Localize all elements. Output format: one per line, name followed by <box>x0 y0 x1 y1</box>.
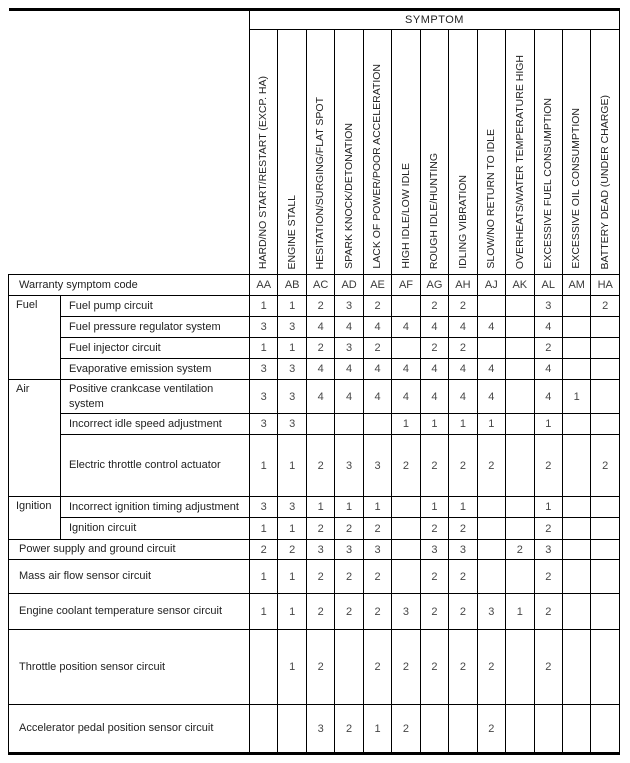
system-label: Throttle position sensor circuit <box>9 630 250 705</box>
symptom-column-header: EXCESSIVE OIL CONSUMPTION <box>570 108 583 269</box>
value-cell: 4 <box>420 359 448 380</box>
value-cell: 1 <box>534 414 562 435</box>
symptom-diagnosis-table <box>8 8 620 755</box>
value-cell: 3 <box>250 359 278 380</box>
value-cell: 3 <box>449 540 477 560</box>
symptom-column-header-cell <box>306 30 334 275</box>
warranty-symptom-code: AA <box>250 275 278 296</box>
value-cell <box>591 380 620 414</box>
value-cell <box>534 705 562 754</box>
value-cell: 2 <box>392 630 420 705</box>
value-cell: 1 <box>363 497 391 518</box>
value-cell <box>562 594 590 630</box>
value-cell: 1 <box>534 497 562 518</box>
symptom-column-header: EXCESSIVE FUEL CONSUMPTION <box>542 98 554 269</box>
value-cell: 1 <box>306 497 334 518</box>
value-cell: 3 <box>335 296 363 317</box>
value-cell <box>506 296 534 317</box>
value-cell: 2 <box>449 518 477 540</box>
symptom-column-header: SPARK KNOCK/DETONATION <box>342 123 355 269</box>
value-cell: 2 <box>363 594 391 630</box>
value-cell: 1 <box>250 338 278 359</box>
value-cell: 2 <box>449 296 477 317</box>
value-cell <box>506 380 534 414</box>
value-cell: 1 <box>335 497 363 518</box>
value-cell: 4 <box>363 359 391 380</box>
warranty-symptom-code: AF <box>392 275 420 296</box>
value-cell <box>420 705 448 754</box>
value-cell: 2 <box>363 560 391 594</box>
symptom-column-header-cell <box>449 30 477 275</box>
value-cell: 2 <box>306 560 334 594</box>
system-label: Power supply and ground circuit <box>9 540 250 560</box>
value-cell: 1 <box>250 518 278 540</box>
value-cell <box>477 518 505 540</box>
symptom-column-header: HESITATION/SURGING/FLAT SPOT <box>314 96 327 269</box>
value-cell: 1 <box>420 497 448 518</box>
value-cell <box>477 497 505 518</box>
value-cell: 3 <box>534 540 562 560</box>
value-cell: 3 <box>250 317 278 338</box>
value-cell: 3 <box>392 594 420 630</box>
value-cell: 3 <box>278 380 306 414</box>
value-cell <box>591 359 620 380</box>
value-cell <box>392 497 420 518</box>
value-cell: 4 <box>449 380 477 414</box>
value-cell: 2 <box>363 518 391 540</box>
value-cell <box>278 705 306 754</box>
warranty-symptom-code: AK <box>506 275 534 296</box>
system-label: Fuel injector circuit <box>61 338 250 359</box>
value-cell: 3 <box>250 497 278 518</box>
value-cell: 1 <box>477 414 505 435</box>
value-cell <box>506 317 534 338</box>
value-cell: 2 <box>306 296 334 317</box>
value-cell <box>562 540 590 560</box>
value-cell: 3 <box>278 414 306 435</box>
value-cell <box>506 435 534 497</box>
value-cell: 1 <box>449 414 477 435</box>
value-cell <box>506 414 534 435</box>
value-cell: 2 <box>306 435 334 497</box>
value-cell: 4 <box>449 359 477 380</box>
value-cell: 2 <box>335 705 363 754</box>
value-cell: 1 <box>250 435 278 497</box>
value-cell: 4 <box>392 317 420 338</box>
value-cell <box>591 414 620 435</box>
value-cell <box>506 705 534 754</box>
symptom-column-header-cell <box>250 30 278 275</box>
value-cell <box>477 540 505 560</box>
value-cell: 2 <box>591 296 620 317</box>
value-cell <box>506 630 534 705</box>
value-cell <box>250 630 278 705</box>
value-cell <box>562 414 590 435</box>
symptom-column-header-cell <box>534 30 562 275</box>
value-cell: 2 <box>420 560 448 594</box>
warranty-symptom-code: AM <box>562 275 590 296</box>
warranty-symptom-code: HA <box>591 275 620 296</box>
value-cell: 2 <box>363 630 391 705</box>
value-cell <box>562 296 590 317</box>
system-label: Evaporative emission system <box>61 359 250 380</box>
system-label: Accelerator pedal position sensor circuit <box>9 705 250 754</box>
system-label: Electric throttle control actuator <box>61 435 250 497</box>
value-cell: 4 <box>306 359 334 380</box>
value-cell: 3 <box>420 540 448 560</box>
value-cell: 4 <box>534 359 562 380</box>
value-cell: 3 <box>477 594 505 630</box>
value-cell <box>506 518 534 540</box>
value-cell: 3 <box>250 380 278 414</box>
value-cell: 4 <box>420 380 448 414</box>
value-cell <box>363 414 391 435</box>
value-cell: 4 <box>420 317 448 338</box>
system-label: Mass air flow sensor circuit <box>9 560 250 594</box>
value-cell: 1 <box>250 560 278 594</box>
value-cell: 4 <box>534 380 562 414</box>
value-cell: 2 <box>534 435 562 497</box>
value-cell <box>591 560 620 594</box>
symptom-table-body <box>9 10 620 754</box>
value-cell <box>562 317 590 338</box>
value-cell: 2 <box>420 630 448 705</box>
value-cell <box>591 518 620 540</box>
value-cell <box>392 338 420 359</box>
symptom-header-cell: SYMPTOM <box>250 10 620 30</box>
symptom-column-header-cell <box>477 30 505 275</box>
symptom-column-header: HARD/NO START/RESTART (EXCP. HA) <box>257 75 270 269</box>
value-cell: 1 <box>449 497 477 518</box>
value-cell: 4 <box>392 359 420 380</box>
value-cell: 4 <box>534 317 562 338</box>
table-corner-blank <box>9 10 250 30</box>
symptom-column-header-cell <box>392 30 420 275</box>
value-cell: 4 <box>477 359 505 380</box>
symptom-column-header: LACK OF POWER/POOR ACCELERATION <box>371 64 384 269</box>
value-cell: 2 <box>534 518 562 540</box>
symptom-column-header: ENGINE STALL <box>285 194 298 269</box>
warranty-symptom-code: AH <box>449 275 477 296</box>
value-cell: 1 <box>506 594 534 630</box>
value-cell: 1 <box>278 518 306 540</box>
value-cell <box>392 296 420 317</box>
value-cell <box>392 560 420 594</box>
value-cell: 2 <box>534 338 562 359</box>
value-cell <box>591 317 620 338</box>
system-label: Positive crankcase ventilation system <box>61 380 250 414</box>
warranty-symptom-code: AE <box>363 275 391 296</box>
symptom-column-header: IDLING VIBRATION <box>456 175 469 269</box>
value-cell <box>306 414 334 435</box>
value-cell: 4 <box>477 317 505 338</box>
symptom-column-header-cell <box>420 30 448 275</box>
value-cell <box>591 338 620 359</box>
warranty-symptom-code: AL <box>534 275 562 296</box>
value-cell: 1 <box>278 594 306 630</box>
value-cell: 1 <box>278 560 306 594</box>
value-cell: 3 <box>250 414 278 435</box>
value-cell: 2 <box>449 338 477 359</box>
value-cell: 3 <box>335 338 363 359</box>
value-cell: 1 <box>278 296 306 317</box>
symptom-column-header: HIGH IDLE/LOW IDLE <box>399 163 412 269</box>
value-cell <box>477 296 505 317</box>
symptom-column-header: SLOW/NO RETURN TO IDLE <box>485 129 498 269</box>
value-cell: 4 <box>335 359 363 380</box>
value-cell: 2 <box>449 560 477 594</box>
value-cell: 3 <box>335 435 363 497</box>
value-cell: 2 <box>449 594 477 630</box>
value-cell <box>591 705 620 754</box>
value-cell: 4 <box>392 380 420 414</box>
value-cell: 4 <box>306 380 334 414</box>
value-cell: 3 <box>306 540 334 560</box>
value-cell: 3 <box>278 359 306 380</box>
value-cell: 1 <box>250 594 278 630</box>
value-cell: 2 <box>420 594 448 630</box>
symptom-column-header-cell <box>562 30 590 275</box>
value-cell: 2 <box>306 338 334 359</box>
value-cell: 4 <box>363 317 391 338</box>
value-cell <box>562 497 590 518</box>
value-cell: 1 <box>562 380 590 414</box>
value-cell: 2 <box>306 630 334 705</box>
value-cell <box>477 338 505 359</box>
value-cell <box>449 705 477 754</box>
warranty-row-label: Warranty symptom code <box>9 275 250 296</box>
value-cell <box>562 338 590 359</box>
value-cell: 1 <box>278 435 306 497</box>
value-cell: 2 <box>363 338 391 359</box>
value-cell: 2 <box>449 435 477 497</box>
value-cell: 1 <box>392 414 420 435</box>
value-cell: 3 <box>335 540 363 560</box>
symptom-column-header-cell <box>335 30 363 275</box>
value-cell: 2 <box>363 296 391 317</box>
value-cell: 1 <box>278 630 306 705</box>
value-cell: 2 <box>449 630 477 705</box>
warranty-symptom-code: AD <box>335 275 363 296</box>
warranty-symptom-code: AG <box>420 275 448 296</box>
value-cell <box>591 594 620 630</box>
value-cell <box>506 560 534 594</box>
symptom-column-header-cell <box>278 30 306 275</box>
value-cell: 2 <box>306 518 334 540</box>
system-group-label: Ignition <box>9 497 61 540</box>
value-cell <box>562 560 590 594</box>
value-cell <box>591 540 620 560</box>
value-cell: 1 <box>420 414 448 435</box>
value-cell <box>250 705 278 754</box>
system-label: Incorrect idle speed adjustment <box>61 414 250 435</box>
value-cell: 2 <box>420 518 448 540</box>
value-cell: 2 <box>477 630 505 705</box>
warranty-symptom-code: AJ <box>477 275 505 296</box>
value-cell: 2 <box>335 560 363 594</box>
value-cell: 2 <box>420 338 448 359</box>
value-cell: 2 <box>420 435 448 497</box>
value-cell <box>506 338 534 359</box>
value-cell <box>591 497 620 518</box>
symptom-column-header-cell <box>363 30 391 275</box>
system-label: Incorrect ignition timing adjustment <box>61 497 250 518</box>
system-label: Fuel pump circuit <box>61 296 250 317</box>
symptom-column-header: BATTERY DEAD (UNDER CHARGE) <box>598 94 611 269</box>
value-cell <box>335 630 363 705</box>
value-cell: 2 <box>591 435 620 497</box>
value-cell: 2 <box>534 594 562 630</box>
system-label: Fuel pressure regulator system <box>61 317 250 338</box>
system-label: Ignition circuit <box>61 518 250 540</box>
value-cell <box>562 705 590 754</box>
value-cell <box>392 518 420 540</box>
table-corner-blank <box>9 30 250 275</box>
value-cell: 4 <box>335 317 363 338</box>
value-cell <box>506 497 534 518</box>
value-cell: 1 <box>278 338 306 359</box>
value-cell: 3 <box>306 705 334 754</box>
value-cell: 2 <box>392 705 420 754</box>
system-label: Engine coolant temperature sensor circuit <box>9 594 250 630</box>
value-cell: 2 <box>420 296 448 317</box>
value-cell <box>562 435 590 497</box>
value-cell: 2 <box>506 540 534 560</box>
symptom-column-header: ROUGH IDLE/HUNTING <box>428 152 441 269</box>
value-cell <box>562 518 590 540</box>
value-cell: 2 <box>392 435 420 497</box>
value-cell: 2 <box>306 594 334 630</box>
value-cell <box>562 630 590 705</box>
value-cell: 4 <box>335 380 363 414</box>
value-cell: 4 <box>477 380 505 414</box>
value-cell <box>506 359 534 380</box>
value-cell: 3 <box>363 540 391 560</box>
system-group-label: Fuel <box>9 296 61 380</box>
value-cell: 4 <box>449 317 477 338</box>
value-cell: 2 <box>278 540 306 560</box>
value-cell: 2 <box>477 705 505 754</box>
value-cell: 3 <box>278 497 306 518</box>
value-cell: 2 <box>335 518 363 540</box>
value-cell <box>591 630 620 705</box>
value-cell: 1 <box>250 296 278 317</box>
value-cell: 2 <box>534 560 562 594</box>
value-cell: 2 <box>250 540 278 560</box>
value-cell <box>562 359 590 380</box>
value-cell: 3 <box>363 435 391 497</box>
warranty-symptom-code: AB <box>278 275 306 296</box>
value-cell: 2 <box>534 630 562 705</box>
system-group-label: Air <box>9 380 61 497</box>
value-cell: 1 <box>363 705 391 754</box>
value-cell <box>392 540 420 560</box>
symptom-column-header-cell <box>591 30 620 275</box>
value-cell: 4 <box>363 380 391 414</box>
value-cell <box>477 560 505 594</box>
symptom-column-header: OVERHEATS/WATER TEMPERATURE HIGH <box>513 54 526 269</box>
warranty-symptom-code: AC <box>306 275 334 296</box>
value-cell: 3 <box>278 317 306 338</box>
symptom-column-header-cell <box>506 30 534 275</box>
value-cell: 2 <box>477 435 505 497</box>
value-cell: 3 <box>534 296 562 317</box>
value-cell <box>335 414 363 435</box>
value-cell: 2 <box>335 594 363 630</box>
value-cell: 4 <box>306 317 334 338</box>
